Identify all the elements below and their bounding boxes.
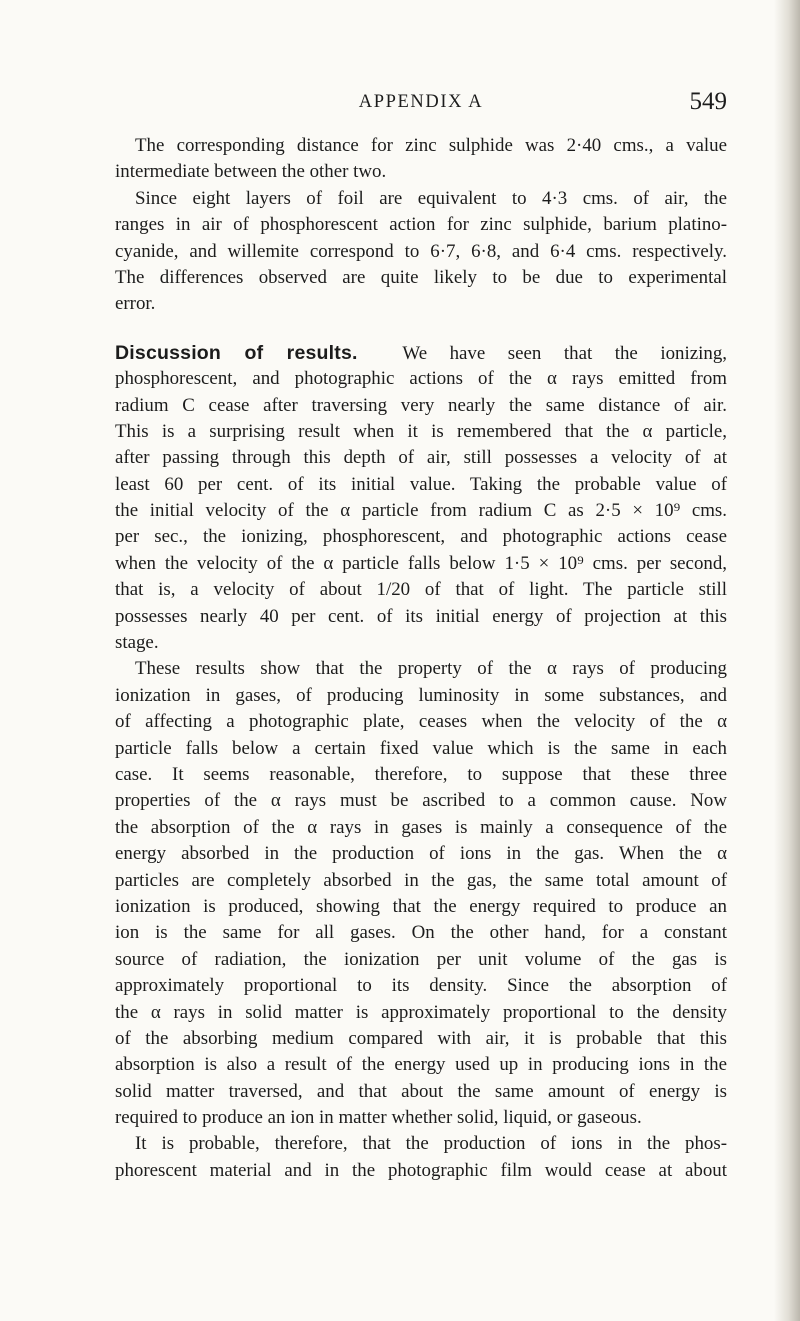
text-line: least 60 per cent. of its initial value. Taking the probable value of bbox=[115, 473, 727, 495]
text-line: These results show that the property of the α rays of producing bbox=[135, 658, 727, 680]
text-line: This is a surprising result when it is remembered that the α particle, bbox=[115, 420, 727, 442]
page-header bbox=[115, 90, 727, 120]
text-line: the initial velocity of the α particle from radium C as 2·5 × 10⁹ cms. bbox=[115, 500, 727, 522]
text-line: absorption is also a result of the energy used up in producing ions in the bbox=[115, 1054, 727, 1076]
text-line: ionization is produced, showing that the energy required to produce an bbox=[115, 895, 727, 917]
text-line: required to produce an ion in matter whether solid, liquid, or gaseous. bbox=[115, 1107, 642, 1129]
text-line: The differences observed are quite likely to be due to experimental bbox=[115, 266, 727, 288]
text-line: particles are completely absorbed in the gas, the same total amount of bbox=[115, 869, 727, 891]
text-line: source of radiation, the ionization per unit volume of the gas is bbox=[115, 948, 727, 970]
text-line: phosphorescent, and photographic actions of the α rays emitted from bbox=[115, 368, 727, 390]
text-line: of affecting a photographic plate, ceases when the velocity of the α bbox=[115, 711, 727, 733]
text-line: It is probable, therefore, that the production of ions in the phos- bbox=[135, 1133, 727, 1155]
section-heading: Discussion of results. bbox=[115, 341, 358, 364]
body-text bbox=[115, 133, 727, 1184]
text-line: solid matter traversed, and that about the same amount of energy is bbox=[115, 1080, 727, 1102]
page-number: 549 bbox=[689, 88, 727, 115]
text-line: possesses nearly 40 per cent. of its initial energy of projection at this bbox=[115, 605, 727, 627]
text-line: the absorption of the α rays in gases is mainly a consequence of the bbox=[115, 816, 727, 838]
text-line: cyanide, and willemite correspond to 6·7, 6·8, and 6·4 cms. respectively. bbox=[115, 240, 727, 262]
text-line: when the velocity of the α particle falls below 1·5 × 10⁹ cms. per second, bbox=[115, 552, 727, 574]
text-line: phorescent material and in the photographic film would cease at about bbox=[115, 1159, 727, 1181]
text-line: after passing through this depth of air, still possesses a velocity of at bbox=[115, 447, 727, 469]
text-line: case. It seems reasonable, therefore, to suppose that these three bbox=[115, 763, 727, 785]
text-line: properties of the α rays must be ascribed to a common cause. Now bbox=[115, 790, 727, 812]
text-line: stage. bbox=[115, 632, 159, 654]
text-line: that is, a velocity of about 1/20 of that of light. The particle still bbox=[115, 579, 727, 601]
text-line: the α rays in solid matter is approximately proportional to the density bbox=[115, 1001, 727, 1023]
text-line: We have seen that the ionizing, bbox=[402, 342, 727, 364]
text-line: energy absorbed in the production of ions in the gas. When the α bbox=[115, 843, 727, 865]
text-line: error. bbox=[115, 293, 156, 315]
text-line: per sec., the ionizing, phosphorescent, and photographic actions cease bbox=[115, 526, 727, 548]
text-line: ranges in air of phosphorescent action for zinc sulphide, barium platino- bbox=[115, 214, 727, 236]
text-line: approximately proportional to its density. Since the absorption of bbox=[115, 975, 727, 997]
text-line: ion is the same for all gases. On the other hand, for a constant bbox=[115, 922, 727, 944]
section-gap bbox=[115, 318, 727, 340]
text-line: of the absorbing medium compared with air, it is probable that this bbox=[115, 1027, 727, 1049]
section-first-line bbox=[115, 340, 727, 366]
running-head: APPENDIX A bbox=[358, 92, 484, 112]
page-edge-shadow bbox=[774, 0, 800, 1321]
text-line: The corresponding distance for zinc sulphide was 2·40 cms., a value bbox=[135, 135, 727, 156]
text-line: ionization in gases, of producing luminosity in some substances, and bbox=[115, 684, 727, 706]
text-line: intermediate between the other two. bbox=[115, 161, 387, 183]
text-line: radium C cease after traversing very nearly the same distance of air. bbox=[115, 394, 727, 416]
text-line: Since eight layers of foil are equivalent to 4·3 cms. of air, the bbox=[135, 187, 727, 209]
text-line: particle falls below a certain fixed value which is the same in each bbox=[115, 737, 727, 759]
